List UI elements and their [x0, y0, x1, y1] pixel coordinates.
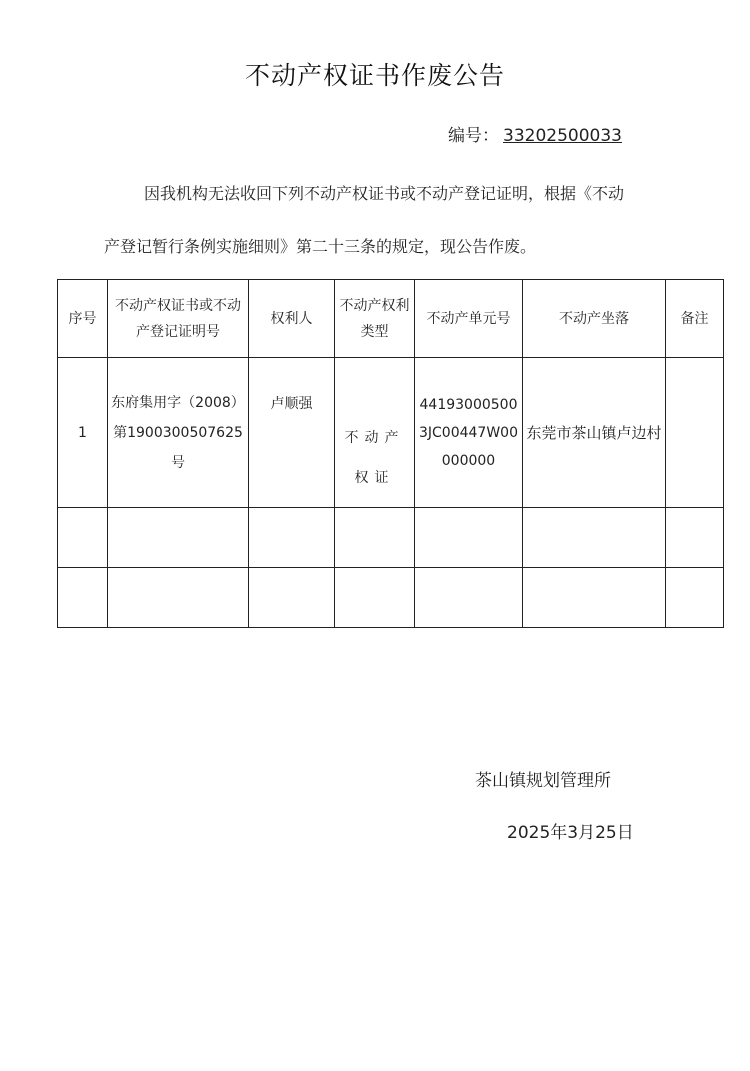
empty-cell [249, 508, 335, 568]
cell-owner: 卢顺强 [249, 358, 335, 508]
cell-cert: 东府集用字（2008）第1900300507625号 [108, 358, 249, 508]
issuing-organization: 茶山镇规划管理所 [475, 771, 611, 791]
empty-cell [666, 568, 724, 628]
cell-seq: 1 [58, 358, 108, 508]
empty-cell [335, 508, 415, 568]
empty-cell [335, 568, 415, 628]
empty-cell [666, 508, 724, 568]
cell-unit-no: 441930005003JC00447W00000000 [415, 358, 523, 508]
notice-body-line-2: 产登记暂行条例实施细则》第二十三条的规定，现公告作废。 [104, 237, 537, 256]
empty-cell [249, 568, 335, 628]
header-cert: 不动产权证书或不动产登记证明号 [108, 280, 249, 358]
header-remark: 备注 [666, 280, 724, 358]
empty-cell [58, 508, 108, 568]
empty-cell [523, 568, 666, 628]
empty-cell [415, 568, 523, 628]
empty-cell [58, 568, 108, 628]
document-number [448, 121, 622, 146]
header-unit-no: 不动产单元号 [415, 280, 523, 358]
empty-cell [108, 568, 249, 628]
notice-title: 不动产权证书作废公告 [244, 61, 505, 90]
document-number-label: 编号： [448, 126, 499, 146]
empty-cell [523, 508, 666, 568]
cell-location: 东莞市茶山镇卢边村 [523, 358, 666, 508]
header-owner: 权利人 [249, 280, 335, 358]
table-row-empty [58, 568, 724, 628]
empty-cell [108, 508, 249, 568]
table-row-empty [58, 508, 724, 568]
void-certificate-table [57, 279, 724, 628]
header-right-type: 不动产权利类型 [335, 280, 415, 358]
notice-body-line-1: 因我机构无法收回下列不动产权证书或不动产登记证明，根据《不动 [144, 184, 625, 203]
header-seq: 序号 [58, 280, 108, 358]
table-row [58, 358, 724, 508]
document-number-value: 33202500033 [503, 126, 622, 146]
header-location: 不动产坐落 [523, 280, 666, 358]
cell-remark [666, 358, 724, 508]
table-header-row [58, 280, 724, 358]
cell-right-type: 不动产权证 [335, 358, 415, 508]
empty-cell [415, 508, 523, 568]
issue-date: 2025年3月25日 [507, 823, 634, 843]
